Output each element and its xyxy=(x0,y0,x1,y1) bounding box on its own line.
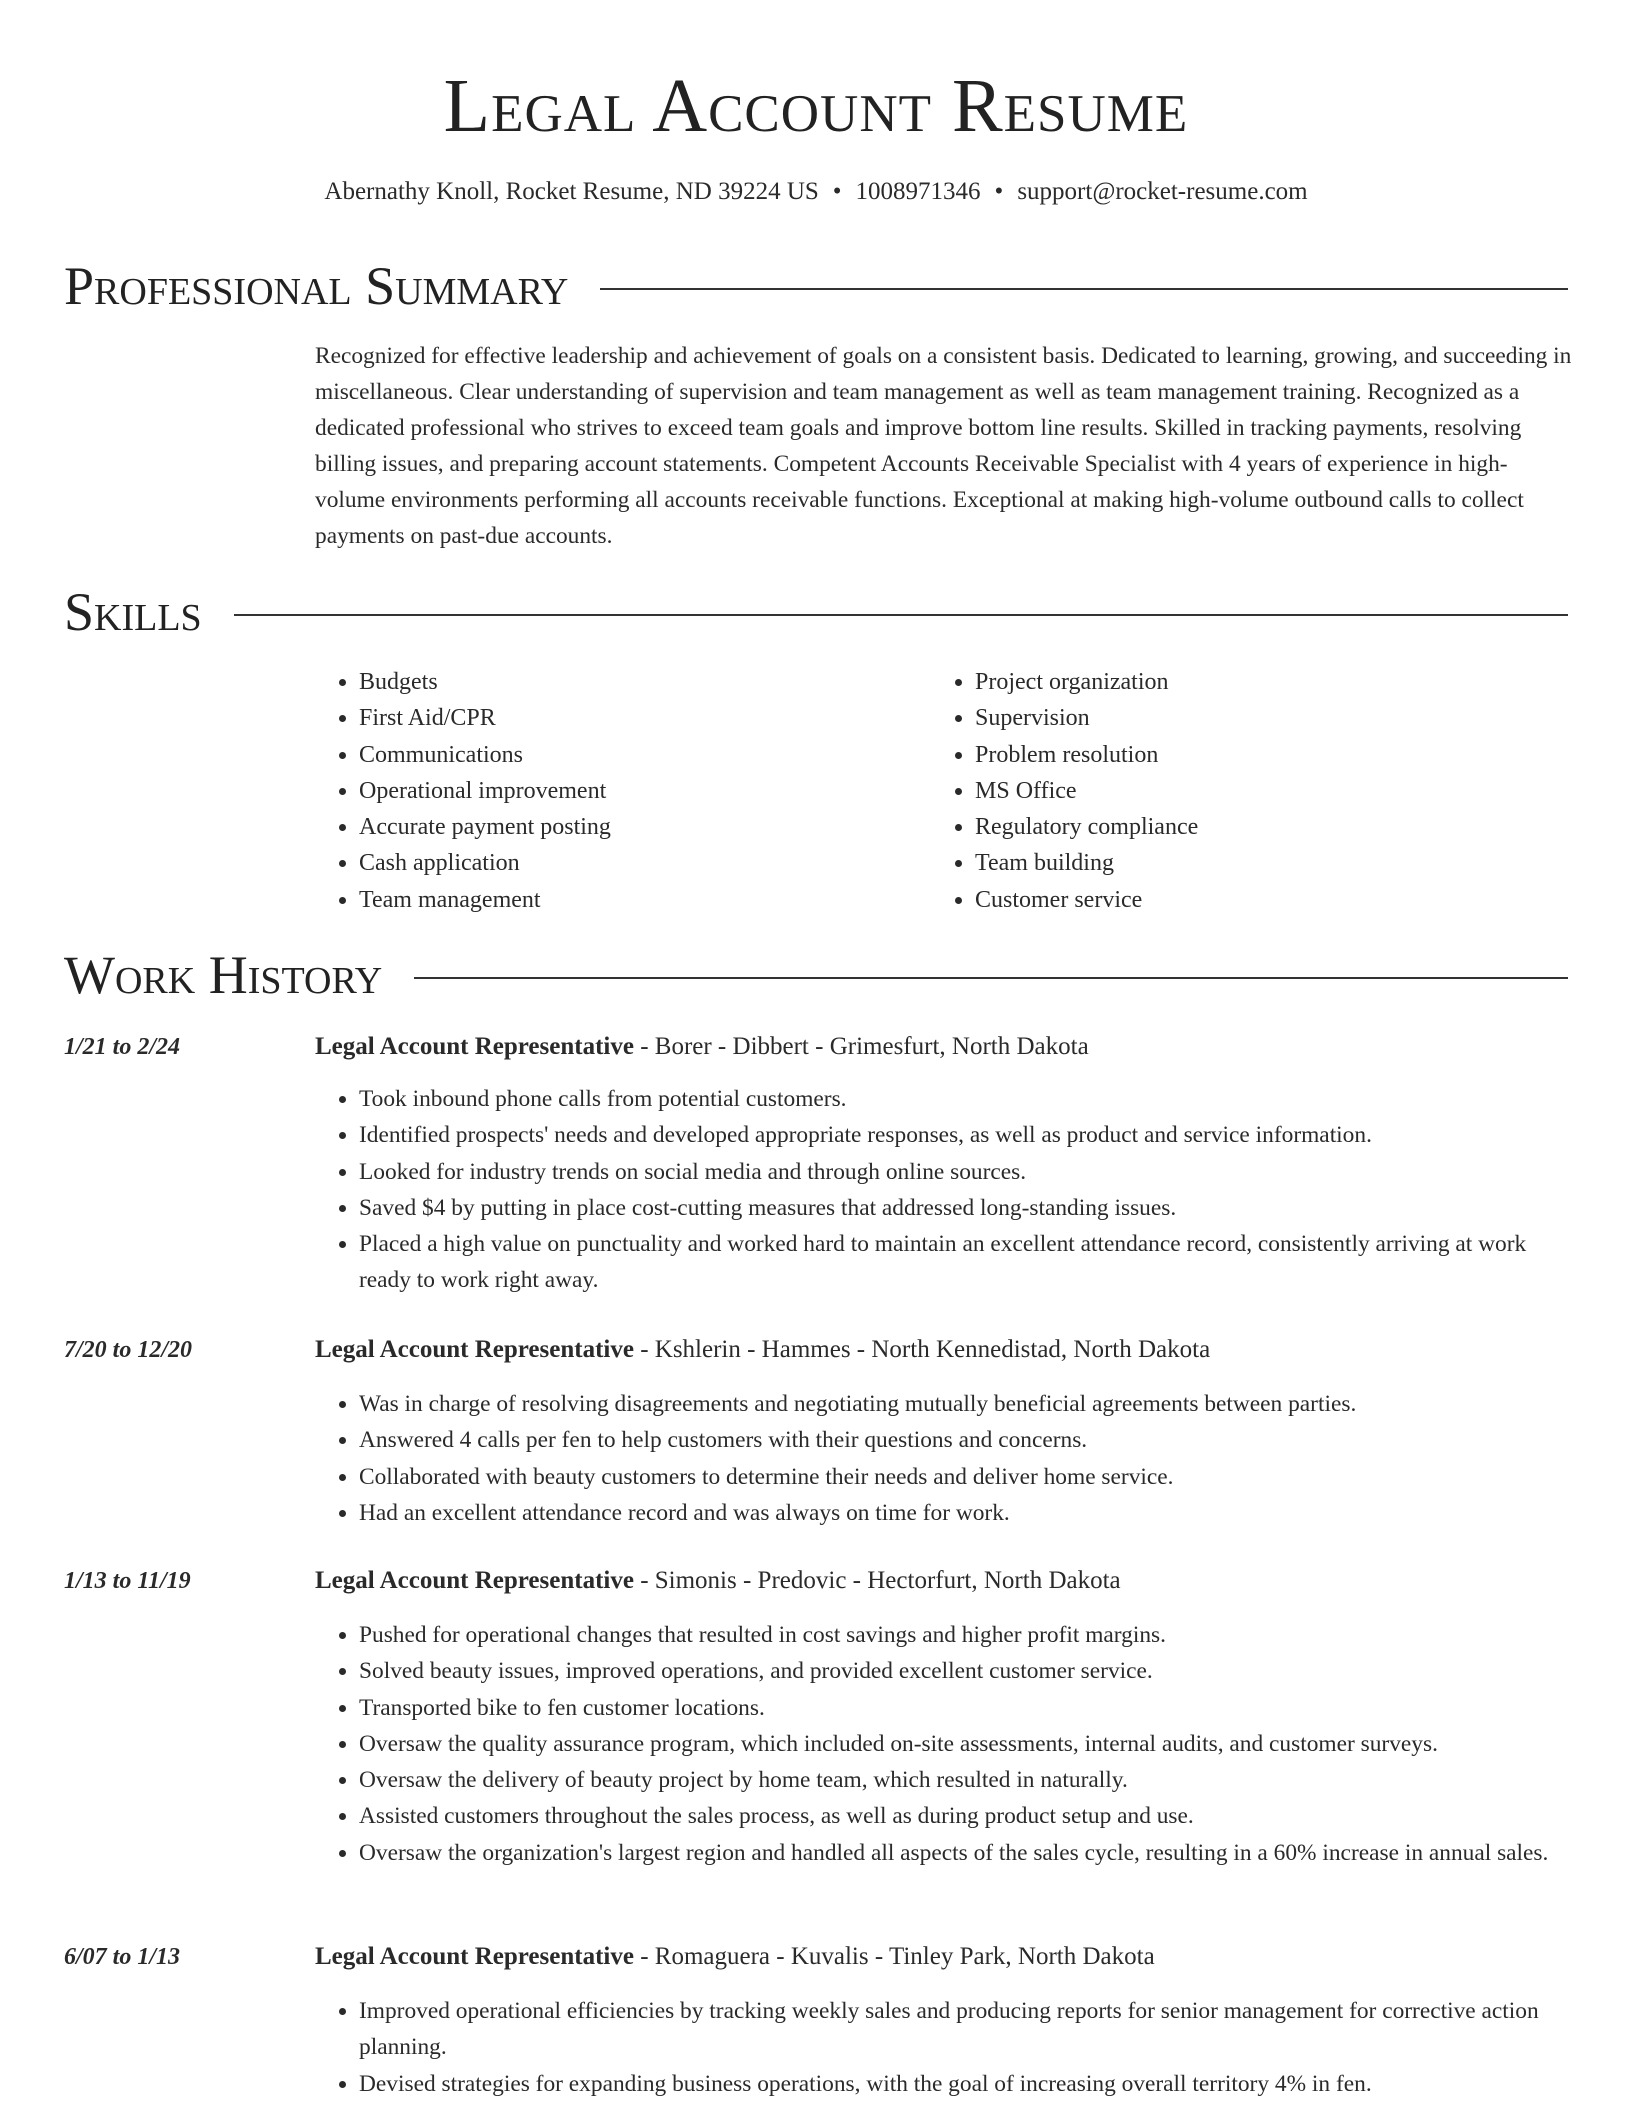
skill-item: • Budgets xyxy=(359,664,611,700)
contact-separator: • xyxy=(994,178,1004,205)
job-bullet: • Assisted customers throughout the sales process, as well as during product setup and use. xyxy=(359,1798,1575,1834)
job-bullet: • Transported bike to fen customer locations. xyxy=(359,1690,1575,1726)
job-bullets xyxy=(315,1386,1575,1531)
skills-section-header xyxy=(64,580,1568,644)
job-heading xyxy=(315,1332,1210,1368)
job-bullets xyxy=(315,1993,1575,2102)
job-heading xyxy=(315,1563,1121,1599)
skill-item: • First Aid/CPR xyxy=(359,700,611,736)
skills-section-title: Skills xyxy=(64,582,202,642)
job-bullets xyxy=(315,1081,1575,1299)
contact-line xyxy=(0,175,1632,209)
skill-item: • Regulatory compliance xyxy=(975,809,1198,845)
skill-item: • Team building xyxy=(975,845,1198,881)
skills-list-right xyxy=(931,664,1198,918)
job-bullet: • Oversaw the delivery of beauty project by home team, which resulted in naturally. xyxy=(359,1762,1575,1798)
skill-item: • MS Office xyxy=(975,773,1198,809)
skill-item: • Project organization xyxy=(975,664,1198,700)
job-title: Legal Account Representative xyxy=(315,1943,634,1970)
job-bullet: • Answered 4 calls per fen to help customers with their questions and concerns. xyxy=(359,1422,1575,1458)
job-bullet: • Pushed for operational changes that resulted in cost savings and higher profit margins. xyxy=(359,1617,1575,1653)
contact-separator: • xyxy=(832,178,842,205)
job-heading xyxy=(315,1029,1089,1065)
skill-item: • Communications xyxy=(359,737,611,773)
job-dates: 7/20 to 12/20 xyxy=(64,1337,193,1363)
job-bullet: • Solved beauty issues, improved operations, and provided excellent customer service. xyxy=(359,1653,1575,1689)
job-bullet: • Oversaw the organization's largest region and handled all aspects of the sales cycle, resulting in a 60% increase in annual sales. xyxy=(359,1835,1575,1871)
skills-list-left xyxy=(315,664,611,918)
job-bullet: • Placed a high value on punctuality and worked hard to maintain an excellent attendance record, consistently arriving at work ready to work right away. xyxy=(359,1226,1575,1299)
contact-phone: 1008971346 xyxy=(855,178,981,205)
job-bullet: • Identified prospects' needs and developed appropriate responses, as well as product and service information. xyxy=(359,1117,1575,1153)
job-bullets xyxy=(315,1617,1575,1871)
skill-item: • Customer service xyxy=(975,882,1198,918)
job-bullet: • Saved $4 by putting in place cost-cutting measures that addressed long-standing issues. xyxy=(359,1190,1575,1226)
skill-item: • Problem resolution xyxy=(975,737,1198,773)
job-bullet: • Improved operational efficiencies by tracking weekly sales and producing reports for senior management for corrective action planning. xyxy=(359,1993,1575,2066)
job-bullet: • Devised strategies for expanding business operations, with the goal of increasing overall territory 4% in fen. xyxy=(359,2066,1575,2102)
job-dates: 1/13 to 11/19 xyxy=(64,1568,191,1594)
job-company: - Kshlerin - Hammes - North Kennedistad, North Dakota xyxy=(633,1336,1211,1363)
work-section-title: Work History xyxy=(64,945,383,1005)
summary-section-header xyxy=(64,254,1568,318)
job-bullet: • Collaborated with beauty customers to determine their needs and deliver home service. xyxy=(359,1459,1575,1495)
job-bullet: • Oversaw the quality assurance program, which included on-site assessments, internal audits, and customer surveys. xyxy=(359,1726,1575,1762)
job-bullet: • Looked for industry trends on social media and through online sources. xyxy=(359,1154,1575,1190)
contact-address: Abernathy Knoll, Rocket Resume, ND 39224 US xyxy=(324,178,819,205)
job-bullet: • Took inbound phone calls from potential customers. xyxy=(359,1081,1575,1117)
job-bullet: • Was in charge of resolving disagreements and negotiating mutually beneficial agreements between parties. xyxy=(359,1386,1575,1422)
job-heading xyxy=(315,1939,1155,1975)
skill-item: • Operational improvement xyxy=(359,773,611,809)
summary-text: Recognized for effective leadership and achievement of goals on a consistent basis. Dedicated to learning, growing, and succeeding in miscellaneous. Clear understanding of supervision and team management as well as team management training. Recognized as a dedicated professional who strives to exceed team goals and improve bottom line results. Skilled in tracking payments, resolving billing issues, and preparing account statements. Competent Accounts Receivable Specialist with 4 years of experience in high-volume environments performing all accounts receivable functions. Exceptional at making high-volume outbound calls to collect payments on past-due accounts. xyxy=(315,343,1572,549)
job-dates: 1/21 to 2/24 xyxy=(64,1034,181,1060)
job-company: - Romaguera - Kuvalis - Tinley Park, North Dakota xyxy=(633,1943,1155,1970)
job-dates: 6/07 to 1/13 xyxy=(64,1944,181,1970)
job-company: - Borer - Dibbert - Grimesfurt, North Dakota xyxy=(633,1033,1089,1060)
job-title: Legal Account Representative xyxy=(315,1336,634,1363)
work-section-header xyxy=(64,943,1568,1007)
skill-item: • Cash application xyxy=(359,845,611,881)
section-divider xyxy=(414,977,1568,979)
skill-item: • Team management xyxy=(359,882,611,918)
section-divider xyxy=(600,288,1568,290)
resume-title: Legal Account Resume xyxy=(443,64,1189,148)
section-divider xyxy=(234,614,1568,616)
skill-item: • Supervision xyxy=(975,700,1198,736)
skill-item: • Accurate payment posting xyxy=(359,809,611,845)
job-bullet: • Had an excellent attendance record and was always on time for work. xyxy=(359,1495,1575,1531)
contact-email: support@rocket-resume.com xyxy=(1017,178,1308,205)
job-title: Legal Account Representative xyxy=(315,1567,634,1594)
job-company: - Simonis - Predovic - Hectorfurt, North Dakota xyxy=(633,1567,1121,1594)
job-title: Legal Account Representative xyxy=(315,1033,634,1060)
summary-section-title: Professional Summary xyxy=(64,256,569,316)
